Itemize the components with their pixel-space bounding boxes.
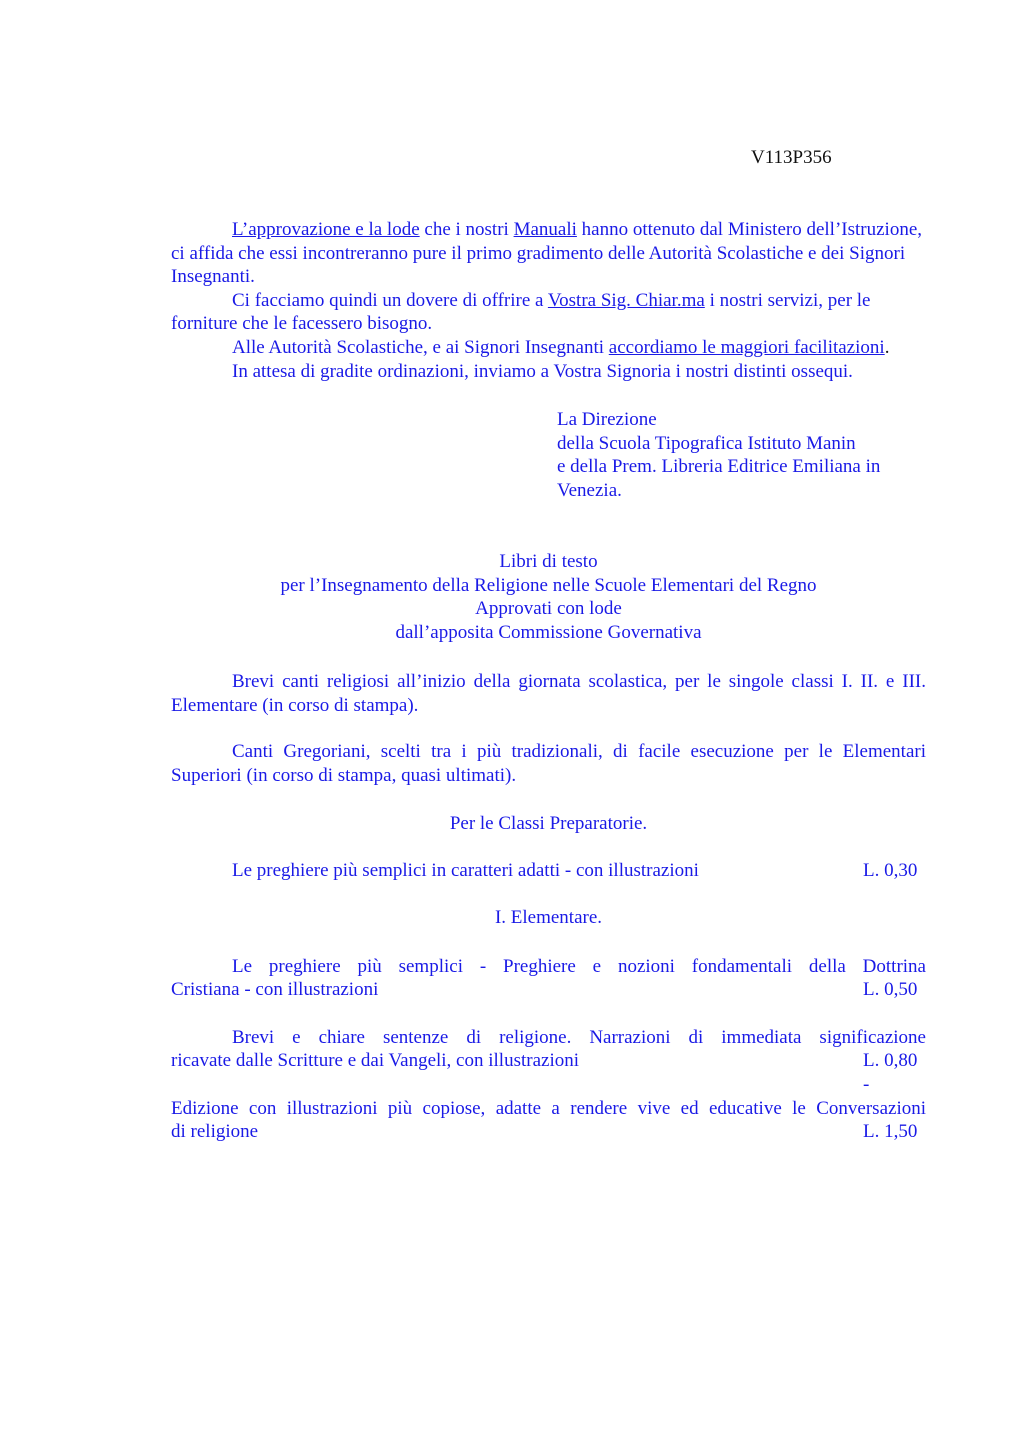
item-prima-1-line1: [171, 955, 926, 979]
letter-body: [171, 218, 926, 383]
item-prima-2-line1: [171, 1026, 926, 1050]
item-dash: -: [863, 1074, 870, 1095]
letter-text: hanno ottenuto dal Ministero dell’Istruzione, ci affida che essi incontreranno pure il primo gradimento delle Autorità Scolastiche e dei Signori Insegnanti.: [171, 219, 922, 288]
item-text: Brevi e chiare sentenze di religione. Narrazioni di immediata significazione: [232, 1027, 926, 1048]
item-prima-1-line2: Cristiana - con illustrazioni: [171, 979, 379, 1000]
signature-line: e della Prem. Libreria Editrice Emiliana in: [557, 456, 881, 478]
letter-text: Ci facciamo quindi un dovere di offrire a: [232, 289, 548, 311]
item-text: Canti Gregoriani, scelti tra i più tradizionali, di facile esecuzione per le Elementari Superiori (in corso di stampa, quasi ultimati).: [171, 741, 926, 786]
heading-line: Approvati con lode: [475, 598, 622, 620]
item-text: Brevi canti religiosi all’inizio della giornata scolastica, per le singole classi I. II. e III. Elementare (in corso di stampa).: [171, 671, 926, 716]
item-prima-3-line1: [171, 1097, 926, 1121]
section-heading: [171, 550, 926, 644]
signature-block: [557, 408, 937, 502]
letter-text: Alle Autorità Scolastiche, e ai Signori Insegnanti: [232, 336, 609, 358]
letter-text: .: [884, 336, 890, 358]
letter-paragraph-2: [171, 289, 926, 336]
item-preparatorie: [171, 859, 926, 883]
item-text: Le preghiere più semplici - Preghiere e nozioni fondamentali della Dottrina: [232, 956, 926, 977]
letter-paragraph-4: In attesa di gradite ordinazioni, inviamo a Vostra Signoria i nostri distinti ossequi.: [232, 360, 853, 382]
item-price: L. 0,30: [863, 860, 918, 881]
heading-line: dall’apposita Commissione Governativa: [395, 621, 702, 643]
signature-line: La Direzione: [557, 409, 657, 430]
link-vostra-signoria[interactable]: Vostra Sig. Chiar.ma: [547, 289, 705, 311]
item-price: L. 1,50: [863, 1121, 918, 1142]
link-facilitazioni[interactable]: accordiamo le maggiori facilitazioni: [608, 336, 885, 358]
item-price: L. 0,80: [863, 1050, 918, 1071]
item-canti-brevi: [171, 670, 926, 717]
link-approvazione[interactable]: L’approvazione e la lode: [232, 219, 420, 240]
letter-paragraph-3: [171, 336, 926, 360]
item-prima-3-line2: di religione: [171, 1121, 259, 1142]
letter-text: i nostri servizi, per le forniture che le facessero bisogno.: [171, 289, 871, 335]
heading-line: Libri di testo: [499, 551, 598, 572]
item-price: L. 0,50: [863, 979, 918, 1000]
signature-line: della Scuola Tipografica Istituto Manin: [557, 432, 856, 454]
letter-paragraph-1: [171, 218, 926, 289]
item-prima-2-line2: ricavate dalle Scritture e dai Vangeli, con illustrazioni: [171, 1050, 579, 1071]
letter-text: che i nostri: [419, 219, 514, 240]
item-text: Le preghiere più semplici in caratteri adatti - con illustrazioni: [232, 860, 699, 881]
section-title-preparatorie: Per le Classi Preparatorie.: [449, 813, 648, 834]
heading-line: per l’Insegnamento della Religione nelle Scuole Elementari del Regno: [280, 574, 817, 596]
document-reference: V113P356: [751, 147, 832, 168]
signature-line: Venezia.: [557, 479, 622, 501]
item-canti-gregoriani: [171, 740, 926, 787]
link-manuali[interactable]: Manuali: [513, 219, 577, 240]
item-text: Edizione con illustrazioni più copiose, adatte a rendere vive ed educative le Conversazioni: [171, 1098, 926, 1119]
section-title-prima: I. Elementare.: [494, 907, 603, 928]
